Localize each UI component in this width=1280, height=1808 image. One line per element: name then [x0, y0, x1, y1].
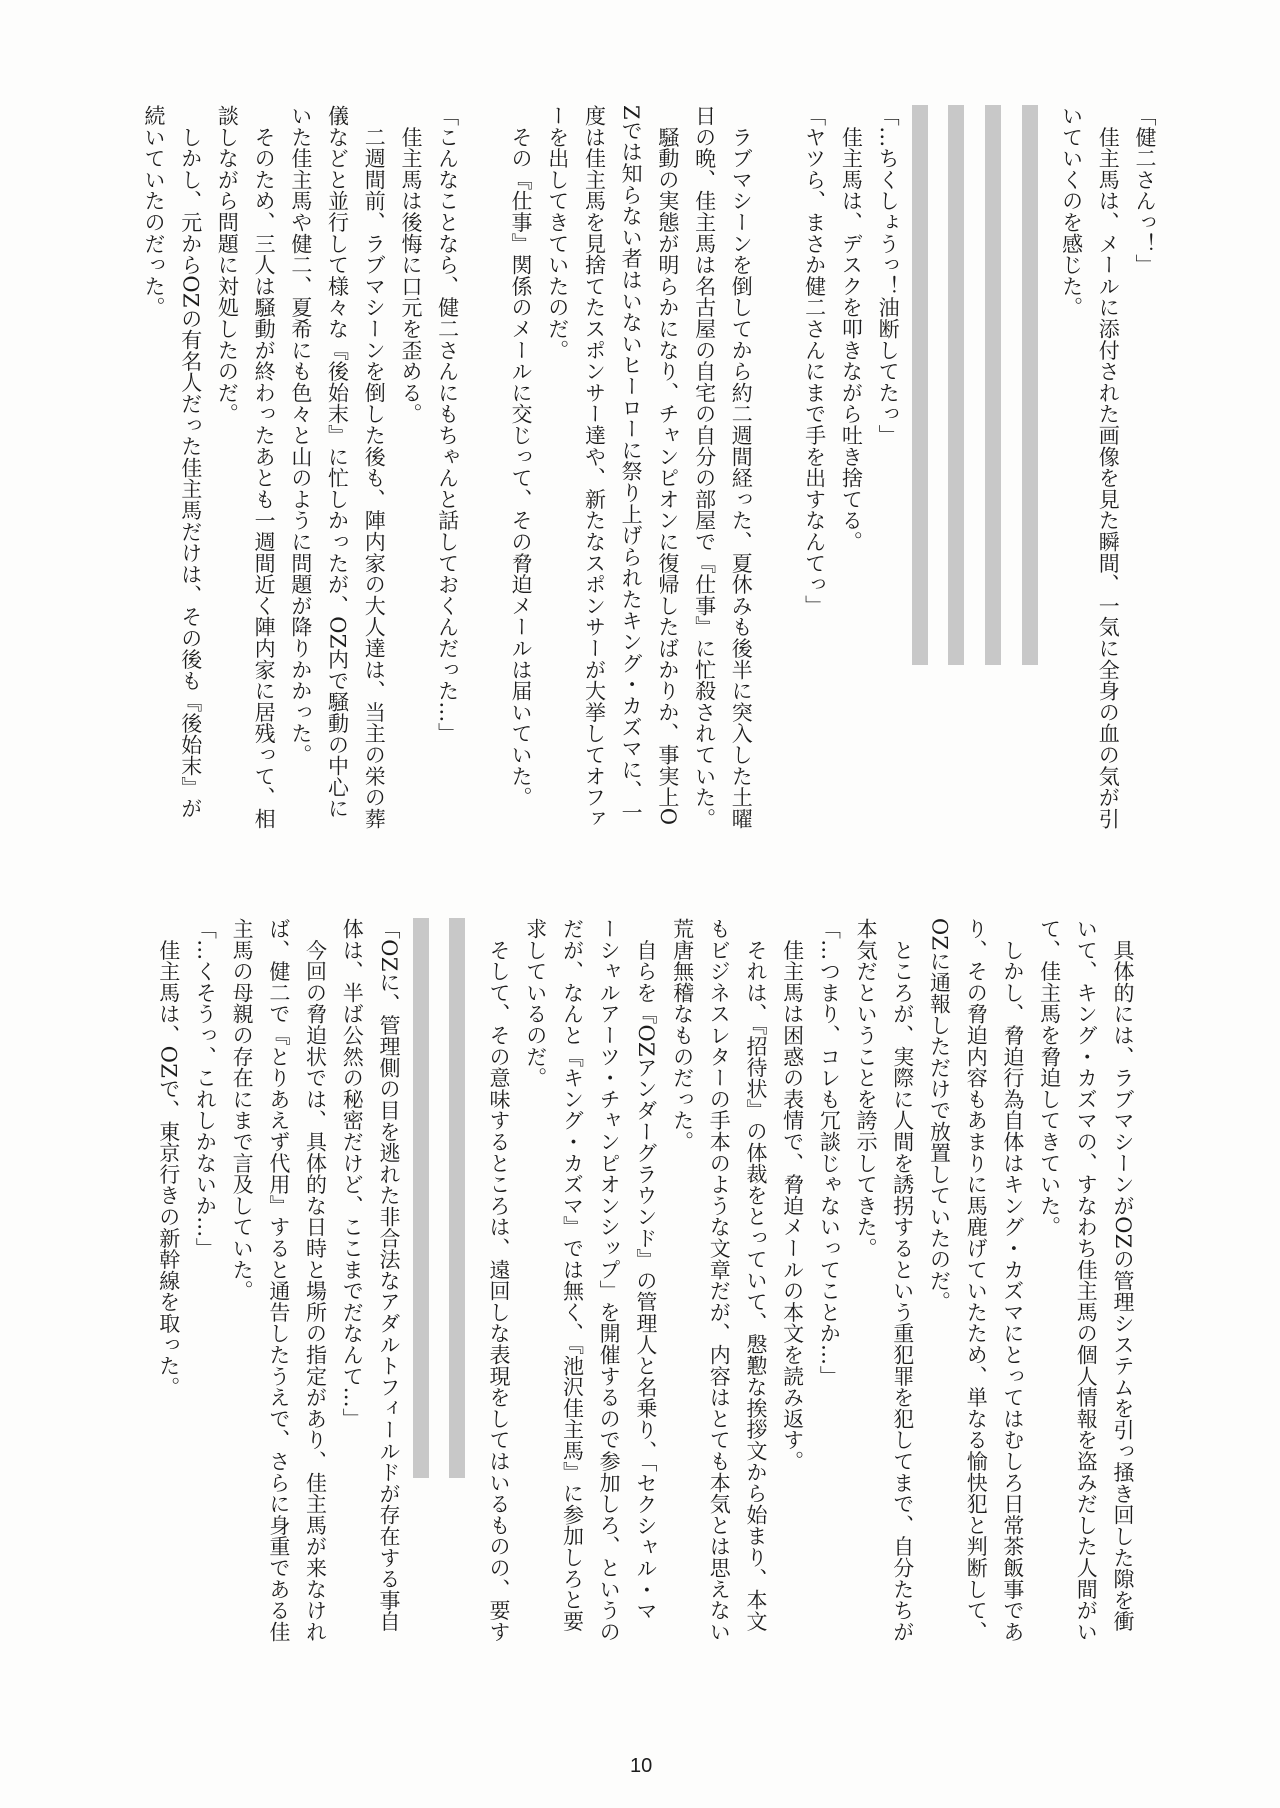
redacted-line [943, 105, 980, 835]
text-line: 荒唐無稽なものだった。 [670, 918, 695, 1153]
text-line: 今回の脅迫状では、具体的な日時と場所の指定があり、佳主馬が来なけれ [303, 918, 328, 1643]
text-line: 二週間前、ラブマシーンを倒した後も、陣内家の大人達は、当主の栄の葬 [362, 105, 387, 830]
redaction-bar [413, 918, 429, 1478]
text-line: 「こんなことなら、健二さんにもちゃんと話しておくんだった…」 [435, 105, 460, 744]
text-line: 佳主馬は、デスクを叩きながら吐き捨てる。 [839, 105, 864, 553]
text-line: もビジネスレターの手本のような文章だが、内容はとても本気とは思えない [707, 918, 732, 1643]
text-line: そして、その意味するところは、遠回しな表現をしてはいるものの、要す [487, 918, 512, 1643]
text-line: 自らを『OZアンダーグラウンド』の管理人と名乗り、「セクシャル・マ [633, 918, 658, 1622]
text-line: 「…ちくしょうっ！油断してたっ」 [876, 105, 901, 446]
page-number: 10 [630, 1755, 653, 1777]
text-line: 度は佳主馬を見捨てたスポンサー達や、新たなスポンサーが大挙してオファ [582, 105, 607, 830]
text-line: 談しながら問題に対処したのだ。 [215, 105, 240, 425]
redaction-bar [985, 105, 1001, 665]
text-line: て、佳主馬を脅迫してきていた。 [1037, 918, 1062, 1238]
text-line: 騒動の実態が明らかになり、チャンピオンに復帰したばかりか、事実上O [655, 105, 680, 826]
redacted-line [444, 918, 481, 1653]
text-line: ーシャルアーツ・チャンピオンシップ」を開催するので参加しろ、というの [597, 918, 622, 1643]
text-line: 続いていたのだった。 [142, 105, 167, 318]
text-line: しかし、脅迫行為自体はキング・カズマにとってはむしろ日常茶飯事であ [1000, 918, 1025, 1643]
text-line: ラブマシーンを倒してから約二週間経った、夏休みも後半に突入した土曜 [729, 105, 754, 830]
text-line: ーを出してきていたのだ。 [545, 105, 570, 361]
text-line: その『仕事』関係のメールに交じって、その脅迫メールは届いていた。 [509, 105, 534, 808]
text-line: 主馬の母親の存在にまで言及していた。 [230, 918, 255, 1302]
redaction-bar [449, 918, 465, 1478]
text-line: 儀などと並行して様々な『後始末』に忙しかったが、OZ内で騒動の中心に [325, 105, 350, 820]
redaction-bar [1022, 105, 1038, 665]
text-line: 佳主馬は、OZで、東京行きの新幹線を取った。 [156, 918, 181, 1398]
text-line: Zでは知らない者はいないヒーローに祭り上げられたキング・カズマに、一 [619, 105, 644, 823]
redaction-bar [912, 105, 928, 665]
text-line: いて、キング・カズマの、すなわち佳主馬の個人情報を盗みだした人間がい [1074, 918, 1099, 1643]
text-line: いた佳主馬や健二、夏希にも色々と山のように問題が降りかかった。 [288, 105, 313, 766]
redacted-line [906, 105, 943, 835]
text-line: しかし、元からOZの有名人だった佳主馬だけは、その後も『後始末』が [178, 105, 203, 820]
text-line: そのため、三人は騒動が終わったあとも一週間近く陣内家に居残って、相 [252, 105, 277, 830]
text-line: ば、健二で『とりあえず代用』すると通告したうえで、さらに身重である佳 [266, 918, 291, 1643]
redacted-line [407, 918, 444, 1653]
redacted-line [979, 105, 1016, 835]
text-line: いていくのを感じた。 [1059, 105, 1084, 318]
text-line: 「OZに、管理側の目を逃れた非合法なアダルトフィールドが存在する事自 [376, 918, 401, 1633]
text-line: 佳主馬は、メールに添付された画像を見た瞬間、一気に全身の血の気が引 [1096, 105, 1121, 830]
text-line: り、その脅迫内容もあまりに馬鹿げていたため、単なる愉快犯と判断して、 [964, 918, 989, 1643]
blank-line [759, 105, 796, 835]
text-line: OZに通報しただけで放置していたのだ。 [927, 918, 952, 1313]
blank-line [466, 105, 503, 835]
text-line: だが、なんと『キング・カズマ』では無く、『池沢佳主馬』に参加しろと要 [560, 918, 585, 1632]
text-line: 日の晩、佳主馬は名古屋の自宅の自分の部屋で『仕事』に忙殺されていた。 [692, 105, 717, 830]
text-line: 佳主馬は後悔に口元を歪める。 [398, 105, 423, 425]
text-block-bottom [150, 918, 1141, 1653]
text-line: 「健二さんっ！」 [1133, 105, 1157, 276]
text-line: 「…つまり、コレも冗談じゃないってことか…」 [817, 918, 842, 1387]
text-line: 体は、半ば公然の秘密だけど、ここまでだなんて…」 [340, 918, 365, 1430]
text-line: 「…くそうっ、これしかないか…」 [193, 918, 218, 1259]
text-line: 「ヤツら、まさか健二さんにまで手を出すなんてっ」 [802, 105, 827, 617]
text-line: ところが、実際に人間を誘拐するという重犯罪を犯してまで、自分たちが [890, 918, 915, 1643]
text-line: それは、『招待状』の体裁をとっていて、慇懃な挨拶文から始まり、本文 [743, 918, 768, 1632]
redacted-line [1016, 105, 1053, 835]
text-line: 具体的には、ラブマシーンがOZの管理システムを引っ掻き回した隙を衝 [1111, 918, 1135, 1633]
text-block-top [135, 105, 1163, 835]
redaction-bar [948, 105, 964, 665]
text-line: 求しているのだ。 [523, 918, 548, 1089]
text-line: 本気だということを誇示してきた。 [854, 918, 879, 1259]
text-line: 佳主馬は困惑の表情で、脅迫メールの本文を読み返す。 [780, 918, 805, 1472]
